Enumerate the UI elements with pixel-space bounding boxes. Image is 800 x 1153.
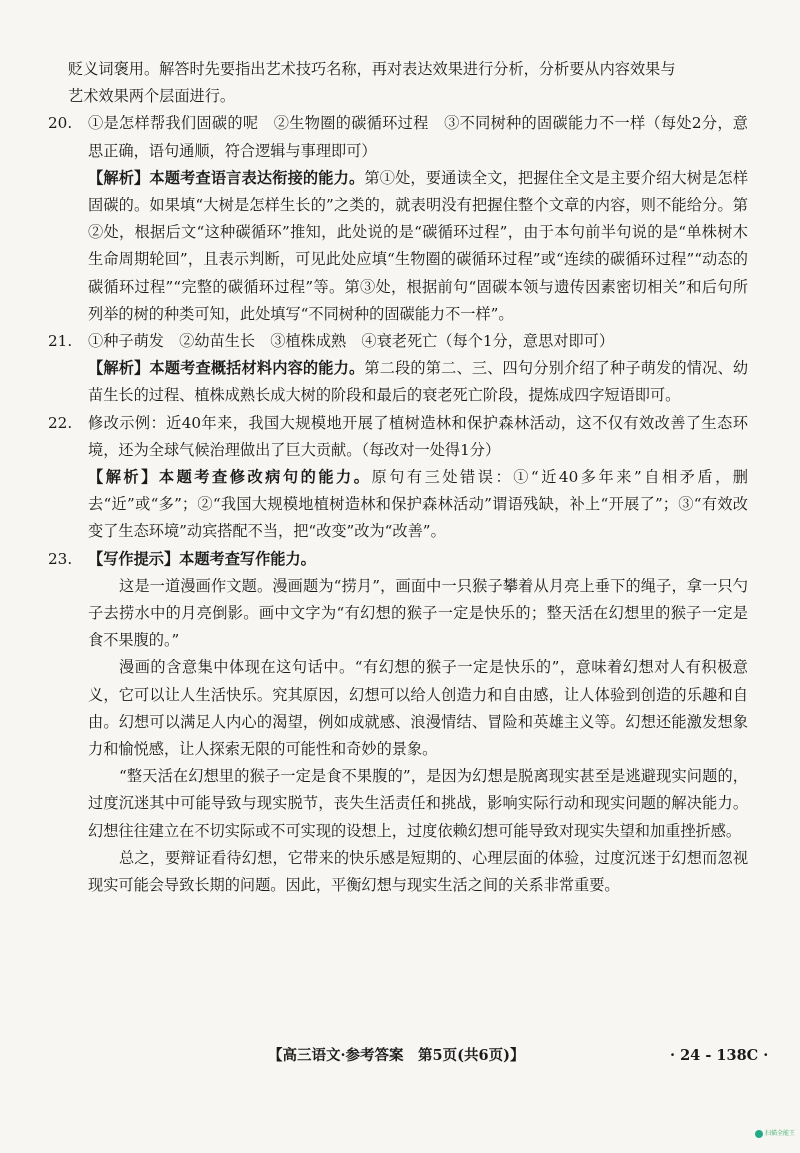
analysis-tag: 【解析】本题考查修改病句的能力。 <box>88 468 372 487</box>
essay-paragraph-3: “整天活在幻想里的猴子一定是食不果腹的”，是因为幻想是脱离现实甚至是逃避现实问题的，过度沉迷其中可能导致与现实脱节，丧失生活责任和挑战，影响实际行动和现实问题的解决能力。幻想往往建立在不切实际或不可实现的设想上，过度依赖幻想可能导致对现实失望和加重挫折感。 <box>88 767 748 840</box>
answer-text: ①是怎样帮我们固碳的呢 ②生物圈的碳循环过程 ③不同树种的固碳能力不一样（每处2分，意思正确，语句通顺，符合逻辑与事理即可） <box>88 114 748 160</box>
writing-tip <box>88 546 748 573</box>
analysis-text: 【解析】本题考查概括材料内容的能力。第二段的第二、三、四句分别介绍了种子萌发的情况、幼苗生长的过程、植株成熟长成大树的阶段和最后的衰老死亡阶段，提炼成四字短语即可。 <box>88 359 749 405</box>
intro-line: 贬义词褒用。解答时先要指出艺术技巧名称，再对表达效果进行分析，分析要从内容效果与 艺术效果两个层面进行。 <box>68 60 676 106</box>
question-number: 23. <box>48 549 73 568</box>
question-23 <box>48 546 748 900</box>
analysis-tag: 【解析】本题考查语言表达衔接的能力。 <box>88 168 365 187</box>
footer-code: · 24 - 138C · <box>670 1047 769 1064</box>
analysis-text: 【解析】本题考查修改病句的能力。原句有三处错误：①“近40多年来”自相矛盾，删去“近”或“多”；②“我国大规模地植树造林和保护森林活动”谓语残缺，补上“开展了”；③“有效改变了生态环境”动宾搭配不当，把“改变”改为“改善”。 <box>88 468 748 541</box>
question-number: 21. <box>48 332 73 351</box>
answer-text: ①种子萌发 ②幼苗生长 ③植株成熟 ④衰老死亡（每个1分，意思对即可） <box>88 332 615 351</box>
question-21 <box>48 328 749 410</box>
essay-paragraph-2: 漫画的含意集中体现在这句话中。“有幻想的猴子一定是快乐的”，意味着幻想对人有积极意义，它可以让人生活快乐。究其原因，幻想可以给人创造力和自由感，让人体验到创造的乐趣和自由。幻想可以满足人内心的渴望，例如成就感、浪漫情结、冒险和英雄主义等。幻想还能激发想象力和愉悦感，让人探索无限的可能性和奇妙的景象。 <box>88 658 748 759</box>
question-22 <box>48 410 748 546</box>
answer-page <box>48 56 749 899</box>
answer-text: 修改示例：近40年来，我国大规模地开展了植树造林和保护森林活动，这不仅有效改善了生态环境，还为全球气候治理做出了巨大贡献。（每改对一处得1分） <box>88 413 748 459</box>
analysis-tag: 【解析】本题考查概括材料内容的能力。 <box>88 359 365 378</box>
writing-tag: 【写作提示】本题考查写作能力。 <box>88 549 316 568</box>
question-number: 20. <box>48 114 73 133</box>
scanner-watermark: 扫描全能王 <box>755 1128 795 1138</box>
analysis-text: 【解析】本题考查语言表达衔接的能力。第①处，要通读全文，把握住全文是主要介绍大树是怎样固碳的。如果填“大树是怎样生长的”之类的，就表明没有把握住整个文章的内容，则不能给分。第②处，根据后文“这种碳循环”推知，此处说的是“碳循环过程”，由于本句前半句说的是“单株树木生命周期轮回”，且表示判断，可见此处应填“生物圈的碳循环过程”或“连续的碳循环过程”“动态的碳循环过程”“完整的碳循环过程”等。第③处，根据前句“固碳本领与遗传因素密切相关”和后句所列举的树的种类可知，此处填写“不同树种的固碳能力不一样”。 <box>88 168 749 323</box>
question-number: 22. <box>48 413 73 432</box>
essay-paragraph-1: 这是一道漫画作文题。漫画题为“捞月”，画面中一只猴子攀着从月亮上垂下的绳子，拿一只勺子去捞水中的月亮倒影。画中文字为“有幻想的猴子一定是快乐的；整天活在幻想里的猴子一定是食不果腹的。” <box>88 576 748 650</box>
scanner-logo-icon <box>755 1130 763 1138</box>
question-20 <box>48 110 749 328</box>
essay-paragraph-4: 总之，要辩证看待幻想，它带来的快乐感是短期的、心理层面的体验，过度沉迷于幻想而忽视现实可能会导致长期的问题。因此，平衡幻想与现实生活之间的关系非常重要。 <box>88 848 748 895</box>
footer-title: 【高三语文·参考答案 第5页(共6页)】 <box>268 1047 525 1064</box>
